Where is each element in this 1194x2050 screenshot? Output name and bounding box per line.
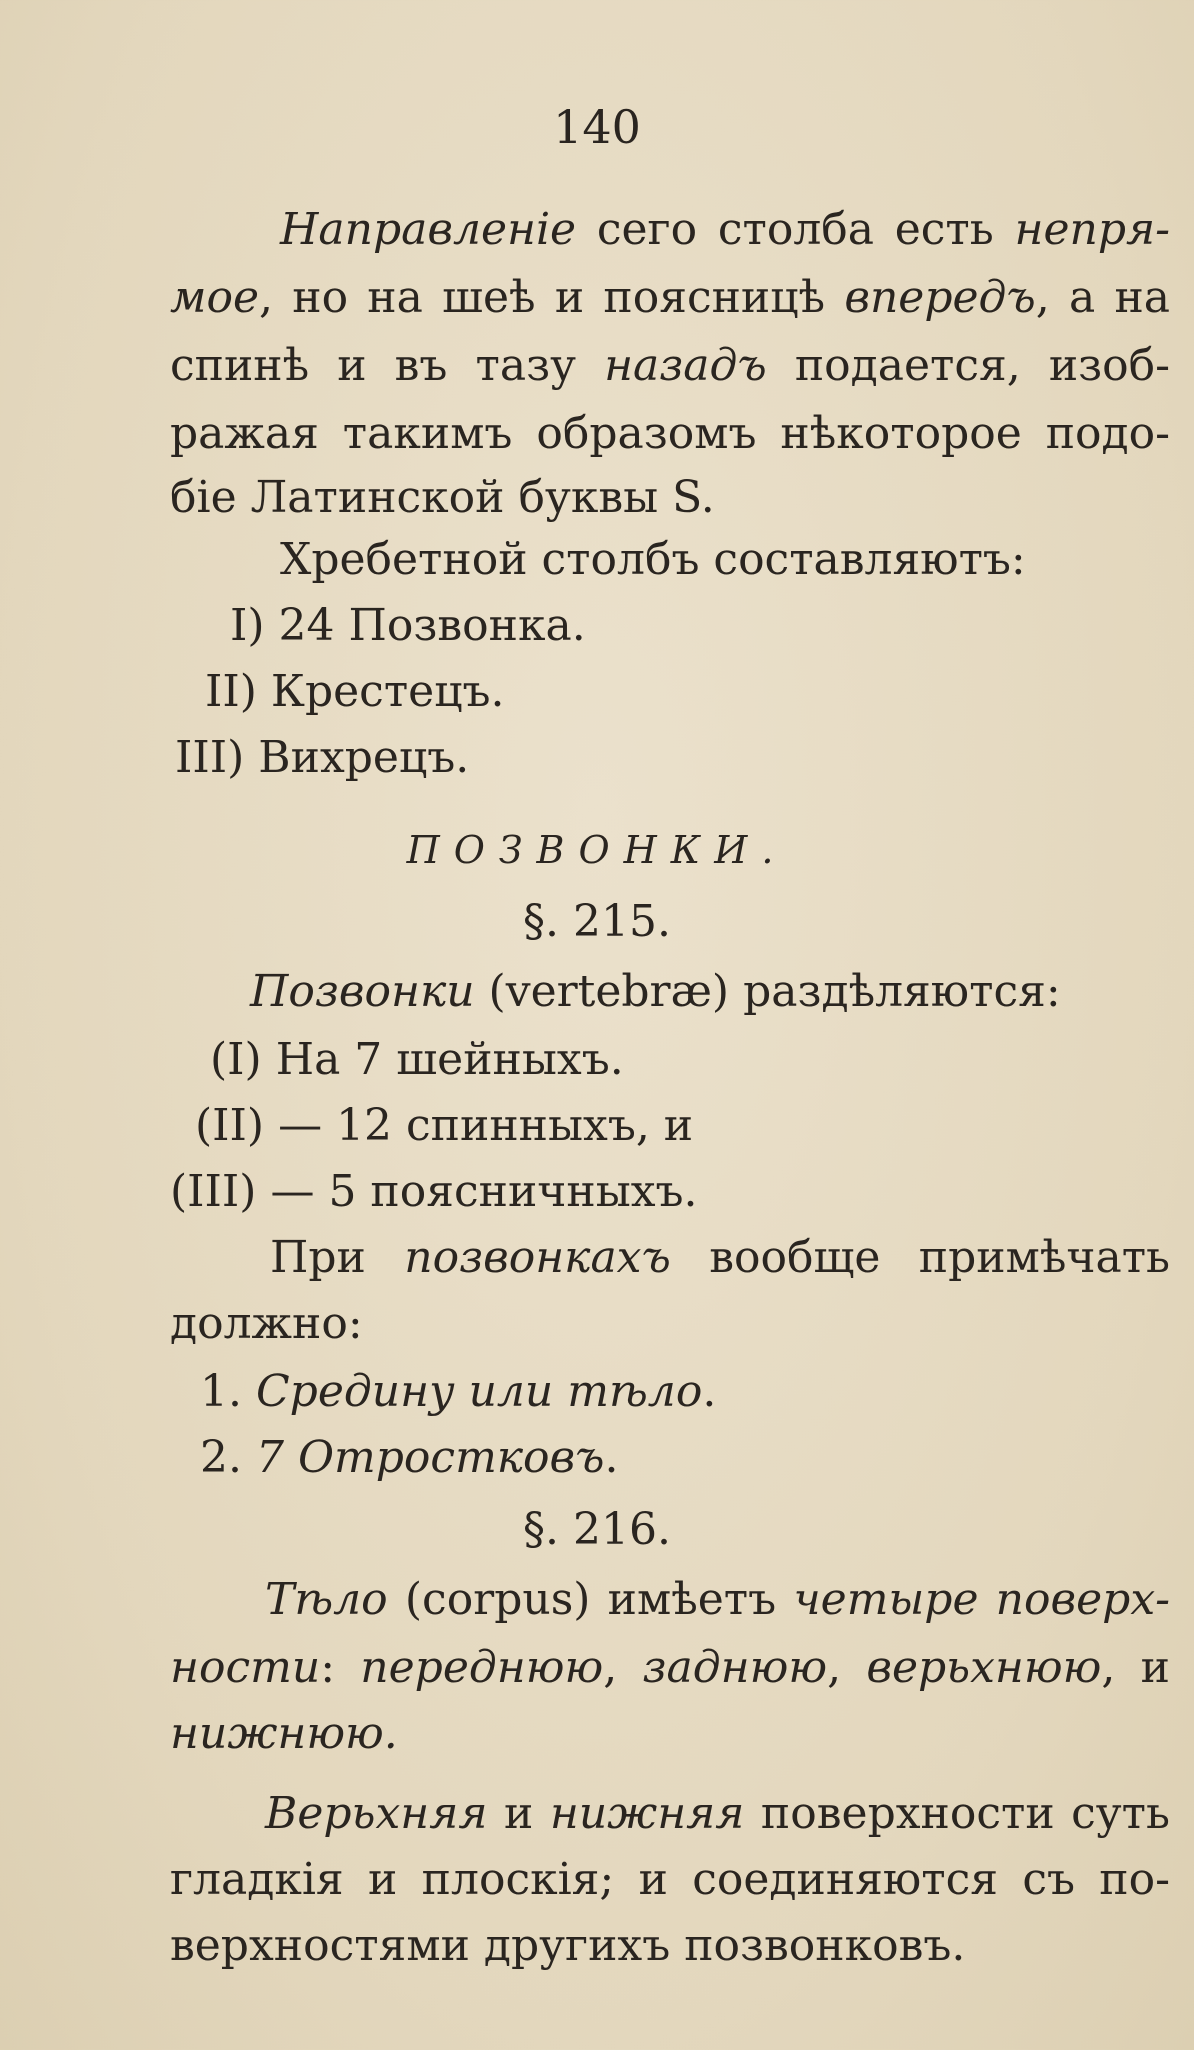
list-item: (I) На 7 шейныхъ. [210,1034,624,1085]
paragraph-line: Позвонки (vertebræ) раздѣляются: [250,966,1061,1017]
paragraph-line: мое, но на шеѣ и поясницѣ впередъ, а на [170,272,1171,323]
paragraph-line: верхностями другихъ позвонковъ. [170,1920,966,1971]
list-item: II) Крестецъ. [205,666,505,717]
paragraph-line: ности: переднюю, заднюю, верьхнюю, и [170,1642,1170,1693]
list-item: I) 24 Позвонка. [230,600,586,651]
list-item: 1. Средину или тѣло. [200,1366,717,1417]
section-number: §. 215. [523,896,671,947]
section-number: §. 216. [523,1504,671,1555]
section-heading: ПОЗВОНКИ. [406,828,788,872]
paragraph-line: біе Латинской буквы S. [170,472,715,523]
paragraph-line: Хребетной столбъ составляютъ: [280,534,1026,585]
list-item: (III) — 5 поясничныхъ. [170,1166,698,1217]
paragraph-line: ражая такимъ образомъ нѣкоторое подо- [170,408,1170,459]
list-item: III) Вихрецъ. [175,732,470,783]
list-item: (II) — 12 спинныхъ, и [195,1100,694,1151]
paragraph-line: Направленіе сего столба есть непря- [280,204,1170,255]
paragraph-line: При позвонкахъ вообще примѣчать [270,1232,1170,1283]
paragraph-line: спинѣ и въ тазу назадъ подается, изоб- [170,340,1170,391]
list-item: 2. 7 Отростковъ. [200,1432,619,1483]
paragraph-line: гладкія и плоскія; и соединяются съ по- [170,1854,1170,1905]
paragraph-line: Верьхняя и нижняя поверхности суть [265,1788,1170,1839]
paragraph-line: нижнюю. [170,1708,398,1759]
paragraph-line: Тѣло (corpus) имѣетъ четыре поверх- [265,1574,1171,1625]
paragraph-line: должно: [170,1298,363,1349]
page-number: 140 [553,100,641,154]
